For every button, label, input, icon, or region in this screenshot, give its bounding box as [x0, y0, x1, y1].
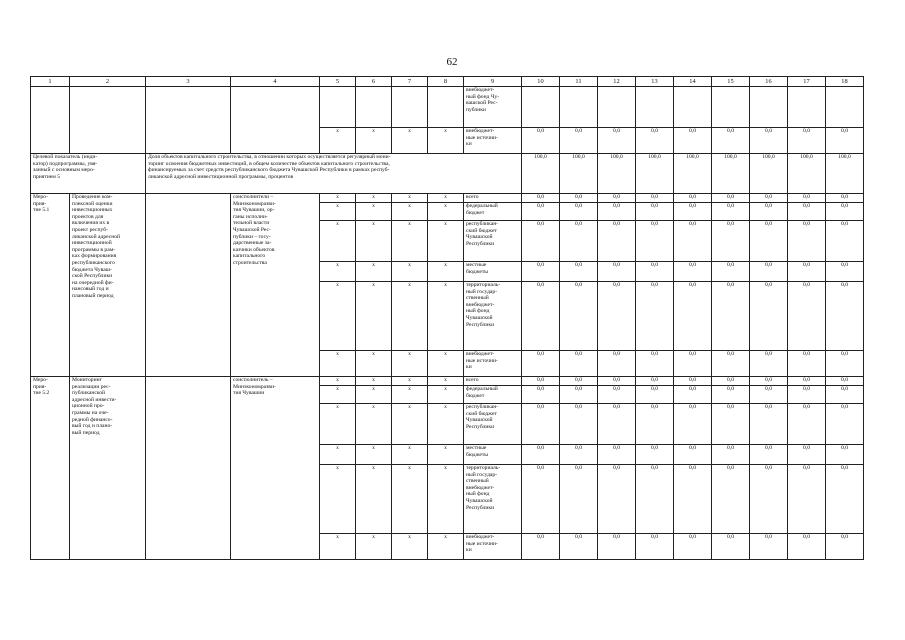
- empty-cell: [231, 87, 320, 154]
- x-mark-cell: x: [356, 377, 392, 386]
- value-cell: 0,0: [522, 351, 560, 377]
- value-cell: 0,0: [598, 465, 636, 534]
- measure-code: Меро- прия- тие 5.2: [31, 377, 70, 560]
- value-cell: 0,0: [826, 465, 864, 534]
- value-cell: 0,0: [674, 262, 712, 282]
- value-cell: [522, 87, 560, 128]
- value-cell: 0,0: [712, 194, 750, 203]
- x-mark-cell: x: [356, 351, 392, 377]
- value-cell: 0,0: [674, 386, 712, 404]
- empty-cell: [392, 87, 428, 128]
- value-cell: 0,0: [788, 445, 826, 465]
- value-cell: 0,0: [826, 262, 864, 282]
- funding-source-cell: местные бюджеты: [464, 445, 522, 465]
- x-mark-cell: x: [392, 221, 428, 262]
- value-cell: 0,0: [826, 351, 864, 377]
- value-cell: 0,0: [636, 203, 674, 221]
- funding-source-cell: республикан- ский бюджет Чувашской Республики: [464, 404, 522, 445]
- value-cell: 0,0: [750, 377, 788, 386]
- x-mark-cell: x: [392, 282, 428, 351]
- value-cell: 0,0: [522, 128, 560, 154]
- value-cell: 0,0: [712, 445, 750, 465]
- value-cell: 0,0: [712, 465, 750, 534]
- value-cell: 0,0: [636, 445, 674, 465]
- value-cell: [560, 87, 598, 128]
- column-number-header: 14: [674, 77, 712, 87]
- x-mark-cell: x: [356, 194, 392, 203]
- value-cell: 0,0: [636, 282, 674, 351]
- empty-cell: [428, 87, 464, 128]
- value-cell: 0,0: [598, 445, 636, 465]
- target-value-cell: 100,0: [598, 154, 636, 194]
- empty-cell: [146, 87, 231, 154]
- x-mark-cell: x: [356, 534, 392, 560]
- value-cell: 0,0: [560, 203, 598, 221]
- value-cell: 0,0: [636, 351, 674, 377]
- measure-name: Мониторинг реализации рес- публиканской адресной инвести- ционной про- граммы на оче- редной финансо- вый год и плано- вый период: [70, 377, 146, 560]
- x-mark-cell: x: [392, 465, 428, 534]
- measure-executor: соисполнители – Минэкономразви- тия Чувашии, ор- ганы исполни- тельной власти Чувашской Рес- публики – госу- дарственные за- казчики объектов капитального строительства: [231, 194, 320, 377]
- x-mark-cell: x: [356, 221, 392, 262]
- funding-source-cell: всего: [464, 194, 522, 203]
- x-mark-cell: x: [392, 194, 428, 203]
- empty-cell: [31, 87, 70, 154]
- value-cell: 0,0: [750, 351, 788, 377]
- x-mark-cell: x: [428, 377, 464, 386]
- value-cell: 0,0: [826, 534, 864, 560]
- value-cell: 0,0: [636, 221, 674, 262]
- x-mark-cell: x: [392, 534, 428, 560]
- column-number-header: 12: [598, 77, 636, 87]
- value-cell: 0,0: [522, 194, 560, 203]
- funding-source-cell: внебюджет- ный фонд Чу- вашской Рес- публики: [464, 87, 522, 128]
- value-cell: 0,0: [636, 386, 674, 404]
- value-cell: 0,0: [750, 282, 788, 351]
- program-table: [30, 76, 864, 560]
- target-value-cell: 100,0: [750, 154, 788, 194]
- value-cell: [674, 87, 712, 128]
- value-cell: 0,0: [788, 282, 826, 351]
- value-cell: 0,0: [560, 534, 598, 560]
- funding-source-cell: федеральный бюджет: [464, 386, 522, 404]
- page-number: 62: [446, 56, 458, 68]
- value-cell: 0,0: [674, 221, 712, 262]
- value-cell: 0,0: [522, 445, 560, 465]
- value-cell: 0,0: [750, 465, 788, 534]
- x-mark-cell: x: [320, 262, 356, 282]
- value-cell: 0,0: [560, 386, 598, 404]
- x-mark-cell: x: [392, 351, 428, 377]
- value-cell: 0,0: [560, 282, 598, 351]
- x-mark-cell: x: [320, 465, 356, 534]
- value-cell: 0,0: [788, 386, 826, 404]
- column-number-header: 3: [146, 77, 231, 87]
- value-cell: 0,0: [826, 194, 864, 203]
- x-mark-cell: x: [320, 351, 356, 377]
- value-cell: 0,0: [750, 445, 788, 465]
- column-number-header: 17: [788, 77, 826, 87]
- column-number-header: 13: [636, 77, 674, 87]
- value-cell: 0,0: [636, 262, 674, 282]
- value-cell: 0,0: [598, 386, 636, 404]
- value-cell: 0,0: [712, 221, 750, 262]
- value-cell: 0,0: [522, 377, 560, 386]
- value-cell: 0,0: [522, 386, 560, 404]
- value-cell: 0,0: [750, 262, 788, 282]
- funding-source-cell: местные бюджеты: [464, 262, 522, 282]
- value-cell: 0,0: [788, 377, 826, 386]
- funding-source-cell: республикан- ский бюджет Чувашской Республики: [464, 221, 522, 262]
- x-mark-cell: x: [356, 262, 392, 282]
- value-cell: 0,0: [788, 404, 826, 445]
- value-cell: 0,0: [674, 128, 712, 154]
- value-cell: 0,0: [674, 282, 712, 351]
- x-mark-cell: x: [428, 386, 464, 404]
- value-cell: 0,0: [750, 386, 788, 404]
- empty-cell: [70, 87, 146, 154]
- value-cell: 0,0: [712, 377, 750, 386]
- value-cell: 0,0: [788, 128, 826, 154]
- x-mark-cell: x: [320, 445, 356, 465]
- funding-source-cell: территориаль- ный государ- ственный внебюджет- ный фонд Чувашской Республики: [464, 465, 522, 534]
- value-cell: 0,0: [826, 221, 864, 262]
- value-cell: 0,0: [522, 282, 560, 351]
- value-cell: 0,0: [522, 221, 560, 262]
- value-cell: 0,0: [712, 262, 750, 282]
- value-cell: 0,0: [560, 377, 598, 386]
- funding-source-cell: внебюджет- ные источни- ки: [464, 128, 522, 154]
- funding-source-cell: территориаль- ный государ- ственный внебюджет- ный фонд Чувашской Республики: [464, 282, 522, 351]
- x-mark-cell: x: [392, 377, 428, 386]
- value-cell: 0,0: [788, 465, 826, 534]
- x-mark-cell: x: [356, 203, 392, 221]
- value-cell: 0,0: [598, 534, 636, 560]
- value-cell: 0,0: [522, 203, 560, 221]
- value-cell: 0,0: [560, 351, 598, 377]
- value-cell: 0,0: [598, 194, 636, 203]
- value-cell: 0,0: [750, 128, 788, 154]
- x-mark-cell: x: [356, 282, 392, 351]
- column-number-header: 6: [356, 77, 392, 87]
- x-mark-cell: x: [392, 445, 428, 465]
- value-cell: 0,0: [788, 194, 826, 203]
- value-cell: 0,0: [826, 377, 864, 386]
- value-cell: 0,0: [560, 445, 598, 465]
- value-cell: 0,0: [712, 404, 750, 445]
- x-mark-cell: x: [392, 203, 428, 221]
- value-cell: 0,0: [636, 377, 674, 386]
- x-mark-cell: x: [320, 128, 356, 154]
- x-mark-cell: x: [320, 534, 356, 560]
- measure-code: Меро- прия- тие 5.1: [31, 194, 70, 377]
- empty-cell: [146, 194, 231, 377]
- value-cell: 0,0: [826, 386, 864, 404]
- column-number-header: 8: [428, 77, 464, 87]
- value-cell: 0,0: [788, 534, 826, 560]
- x-mark-cell: x: [428, 351, 464, 377]
- column-number-header: 18: [826, 77, 864, 87]
- funding-source-cell: федеральный бюджет: [464, 203, 522, 221]
- value-cell: 0,0: [560, 404, 598, 445]
- value-cell: 0,0: [598, 377, 636, 386]
- empty-cell: [146, 377, 231, 560]
- x-mark-cell: x: [428, 465, 464, 534]
- value-cell: 0,0: [712, 534, 750, 560]
- target-value-cell: 100,0: [674, 154, 712, 194]
- x-mark-cell: x: [356, 465, 392, 534]
- value-cell: 0,0: [826, 445, 864, 465]
- measure-executor: соисполнитель – Минэкономразви- тия Чувашии: [231, 377, 320, 560]
- x-mark-cell: x: [320, 221, 356, 262]
- value-cell: 0,0: [560, 221, 598, 262]
- value-cell: 0,0: [598, 128, 636, 154]
- value-cell: 0,0: [788, 262, 826, 282]
- x-mark-cell: x: [392, 386, 428, 404]
- column-number-header: 2: [70, 77, 146, 87]
- column-number-header: 1: [31, 77, 70, 87]
- funding-source-cell: внебюджет- ные источни- ки: [464, 534, 522, 560]
- value-cell: 0,0: [712, 351, 750, 377]
- value-cell: 0,0: [560, 128, 598, 154]
- value-cell: 0,0: [674, 203, 712, 221]
- x-mark-cell: x: [428, 203, 464, 221]
- x-mark-cell: x: [428, 221, 464, 262]
- x-mark-cell: x: [320, 194, 356, 203]
- x-mark-cell: x: [320, 377, 356, 386]
- x-mark-cell: x: [356, 386, 392, 404]
- value-cell: 0,0: [674, 404, 712, 445]
- value-cell: 0,0: [636, 465, 674, 534]
- value-cell: 0,0: [674, 534, 712, 560]
- empty-cell: [320, 87, 356, 128]
- table-row: [31, 87, 864, 128]
- value-cell: 0,0: [674, 465, 712, 534]
- value-cell: 0,0: [750, 404, 788, 445]
- x-mark-cell: x: [320, 203, 356, 221]
- column-number-header: 4: [231, 77, 320, 87]
- funding-source-cell: всего: [464, 377, 522, 386]
- value-cell: [636, 87, 674, 128]
- target-indicator-row: [31, 154, 864, 194]
- value-cell: 0,0: [788, 221, 826, 262]
- measure-name: Проведение ком- плексной оценки инвестиционных проектов для включения их в проект респуб- ликанской адресной инвестиционной программы в рам- ках формирования республиканского бюджета Чуваш- ской Республики на очередной фи- нансовый год и плановый период: [70, 194, 146, 377]
- value-cell: 0,0: [712, 282, 750, 351]
- value-cell: 0,0: [674, 351, 712, 377]
- x-mark-cell: x: [392, 262, 428, 282]
- value-cell: 0,0: [750, 194, 788, 203]
- value-cell: 0,0: [636, 404, 674, 445]
- x-mark-cell: x: [428, 282, 464, 351]
- value-cell: 0,0: [750, 534, 788, 560]
- target-value-cell: 100,0: [788, 154, 826, 194]
- x-mark-cell: x: [356, 128, 392, 154]
- target-indicator-label: Целевой показатель (инди- катор) подпрограммы, увя- занный с основным меро- приятием 5: [31, 154, 146, 194]
- x-mark-cell: x: [392, 128, 428, 154]
- value-cell: 0,0: [712, 386, 750, 404]
- value-cell: [598, 87, 636, 128]
- target-value-cell: 100,0: [826, 154, 864, 194]
- value-cell: 0,0: [750, 203, 788, 221]
- value-cell: 0,0: [522, 404, 560, 445]
- value-cell: 0,0: [560, 465, 598, 534]
- target-value-cell: 100,0: [712, 154, 750, 194]
- value-cell: 0,0: [826, 203, 864, 221]
- value-cell: 0,0: [522, 465, 560, 534]
- value-cell: 0,0: [636, 194, 674, 203]
- value-cell: 0,0: [598, 404, 636, 445]
- value-cell: 0,0: [598, 262, 636, 282]
- x-mark-cell: x: [356, 445, 392, 465]
- column-number-header: 5: [320, 77, 356, 87]
- value-cell: 0,0: [826, 404, 864, 445]
- value-cell: 0,0: [674, 445, 712, 465]
- value-cell: 0,0: [636, 534, 674, 560]
- target-value-cell: 100,0: [636, 154, 674, 194]
- value-cell: [826, 87, 864, 128]
- x-mark-cell: x: [320, 404, 356, 445]
- value-cell: 0,0: [598, 221, 636, 262]
- value-cell: 0,0: [522, 262, 560, 282]
- x-mark-cell: x: [320, 282, 356, 351]
- value-cell: 0,0: [788, 203, 826, 221]
- value-cell: 0,0: [598, 282, 636, 351]
- empty-cell: [356, 87, 392, 128]
- value-cell: 0,0: [674, 377, 712, 386]
- x-mark-cell: x: [428, 128, 464, 154]
- column-number-header: 9: [464, 77, 522, 87]
- value-cell: 0,0: [826, 282, 864, 351]
- x-mark-cell: x: [356, 404, 392, 445]
- table-row: [31, 377, 864, 386]
- value-cell: 0,0: [674, 194, 712, 203]
- value-cell: 0,0: [560, 194, 598, 203]
- value-cell: 0,0: [712, 128, 750, 154]
- value-cell: 0,0: [712, 203, 750, 221]
- target-value-cell: 100,0: [522, 154, 560, 194]
- column-number-row: [31, 77, 864, 87]
- value-cell: 0,0: [522, 534, 560, 560]
- value-cell: [788, 87, 826, 128]
- x-mark-cell: x: [320, 386, 356, 404]
- table-row: [31, 194, 864, 203]
- x-mark-cell: x: [428, 534, 464, 560]
- value-cell: [750, 87, 788, 128]
- value-cell: 0,0: [788, 351, 826, 377]
- funding-source-cell: внебюджет- ные источни- ки: [464, 351, 522, 377]
- value-cell: 0,0: [826, 128, 864, 154]
- column-number-header: 10: [522, 77, 560, 87]
- column-number-header: 15: [712, 77, 750, 87]
- x-mark-cell: x: [428, 445, 464, 465]
- value-cell: [712, 87, 750, 128]
- column-number-header: 7: [392, 77, 428, 87]
- x-mark-cell: x: [428, 404, 464, 445]
- x-mark-cell: x: [428, 262, 464, 282]
- column-number-header: 11: [560, 77, 598, 87]
- value-cell: 0,0: [598, 351, 636, 377]
- target-indicator-description: Доля объектов капитального строительства, в отношении которых осуществляется регулярный мони- торинг освоения бюджетных инвестиций, в общем количестве объектов капитального строительства, финансируемых за счет средств республиканского бюджета Чувашской Республики в рамках респуб- ликанской адресной инвестиционной программы, процентов: [146, 154, 522, 194]
- column-number-header: 16: [750, 77, 788, 87]
- x-mark-cell: x: [392, 404, 428, 445]
- target-value-cell: 100,0: [560, 154, 598, 194]
- value-cell: 0,0: [560, 262, 598, 282]
- x-mark-cell: x: [428, 194, 464, 203]
- value-cell: 0,0: [750, 221, 788, 262]
- value-cell: 0,0: [636, 128, 674, 154]
- value-cell: 0,0: [598, 203, 636, 221]
